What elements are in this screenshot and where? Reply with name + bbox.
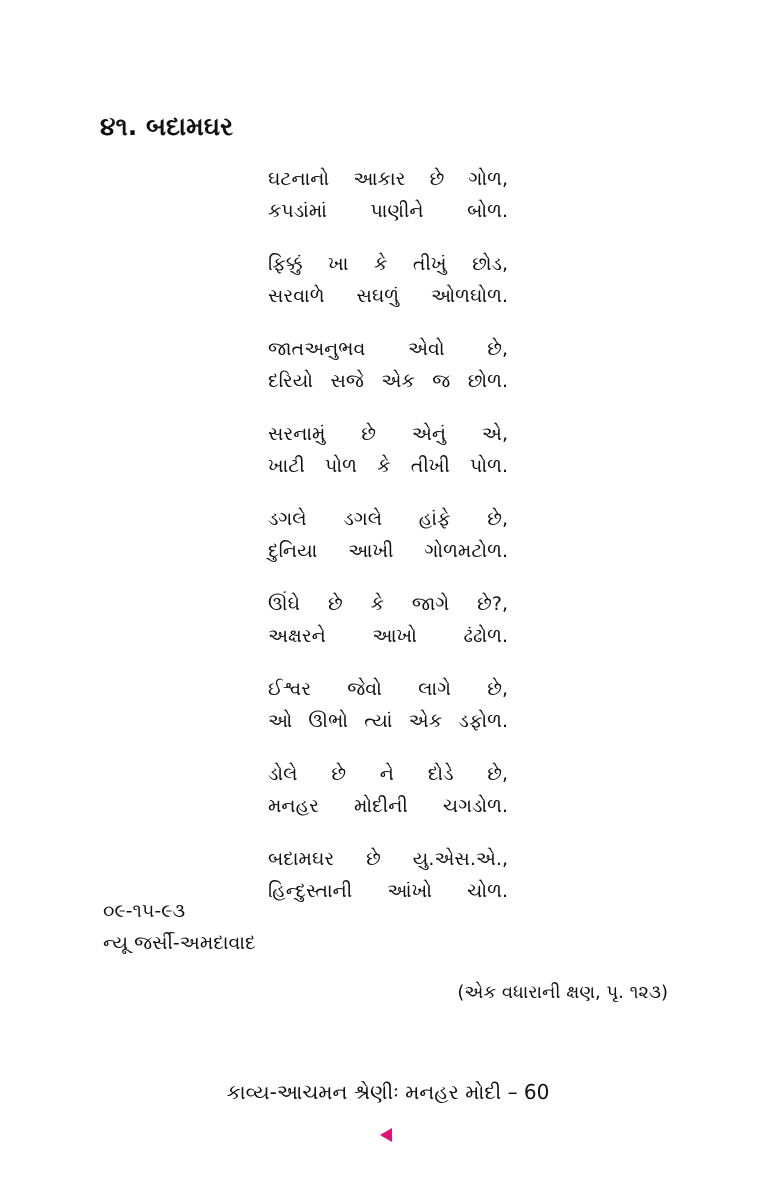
poem-date: ૦૯-૧૫-૯૩	[103, 900, 186, 922]
poem-body	[268, 163, 508, 928]
stanza	[268, 588, 508, 652]
poem-line: ડોલે છે ને દોડે છે,	[268, 763, 508, 785]
poem-line: દુનિયા આખી ગોળમટોળ.	[268, 540, 508, 562]
poem-title: ૪૧. બદામઘર	[100, 112, 234, 141]
stanza	[268, 333, 508, 397]
poem-line: કપડાંમાં પાણીને બોળ.	[268, 200, 508, 222]
page-footer: કાવ્ય-આચમન શ્રેણીઃ મનહર મોદી – 60	[226, 1080, 550, 1104]
poem-line: ઘટનાનો આકાર છે ગોળ,	[268, 168, 508, 190]
poem-line: હિન્દુસ્તાની આંખો ચોળ.	[268, 880, 508, 902]
poem-line: સરવાળે સઘળું ઓળઘોળ.	[268, 285, 508, 307]
poem-line: ઈશ્વર જેવો લાગે છે,	[268, 678, 508, 700]
poem-line: મનહર મોદીની ચગડોળ.	[268, 795, 508, 817]
poem-line: ઊંઘે છે કે જાગે છે?,	[268, 593, 508, 615]
stanza	[268, 163, 508, 227]
poem-line: જાતઅનુભવ એવો છે,	[268, 338, 508, 360]
poem-line: અક્ષરને આખો ઢંઢોળ.	[268, 625, 508, 647]
stanza	[268, 248, 508, 312]
stanza	[268, 503, 508, 567]
poem-line: ઓ ઊભો ત્યાં એક ડફોળ.	[268, 710, 508, 732]
poem-line: બદામઘર છે યુ.એસ.એ.,	[268, 848, 508, 870]
stanza	[268, 673, 508, 737]
poem-place: ન્યૂ જર્સી-અમદાવાદ	[103, 932, 256, 954]
source-citation: (એક વધારાની ક્ષણ, પૃ. ૧૨૩)	[457, 982, 668, 1003]
poem-line: ડગલે ડગલે હાંફે છે,	[268, 508, 508, 530]
stanza	[268, 843, 508, 907]
poem-line: ફિક્કું ખા કે તીખું છોડ,	[268, 253, 508, 275]
stanza	[268, 758, 508, 822]
poem-line: સરનામું છે એનું એ,	[268, 423, 508, 445]
poem-line: દરિયો સજે એક જ છોળ.	[268, 370, 508, 392]
poem-line: ખાટી પોળ કે તીખી પોળ.	[268, 455, 508, 477]
previous-page-arrow-icon[interactable]	[380, 1128, 392, 1142]
stanza	[268, 418, 508, 482]
